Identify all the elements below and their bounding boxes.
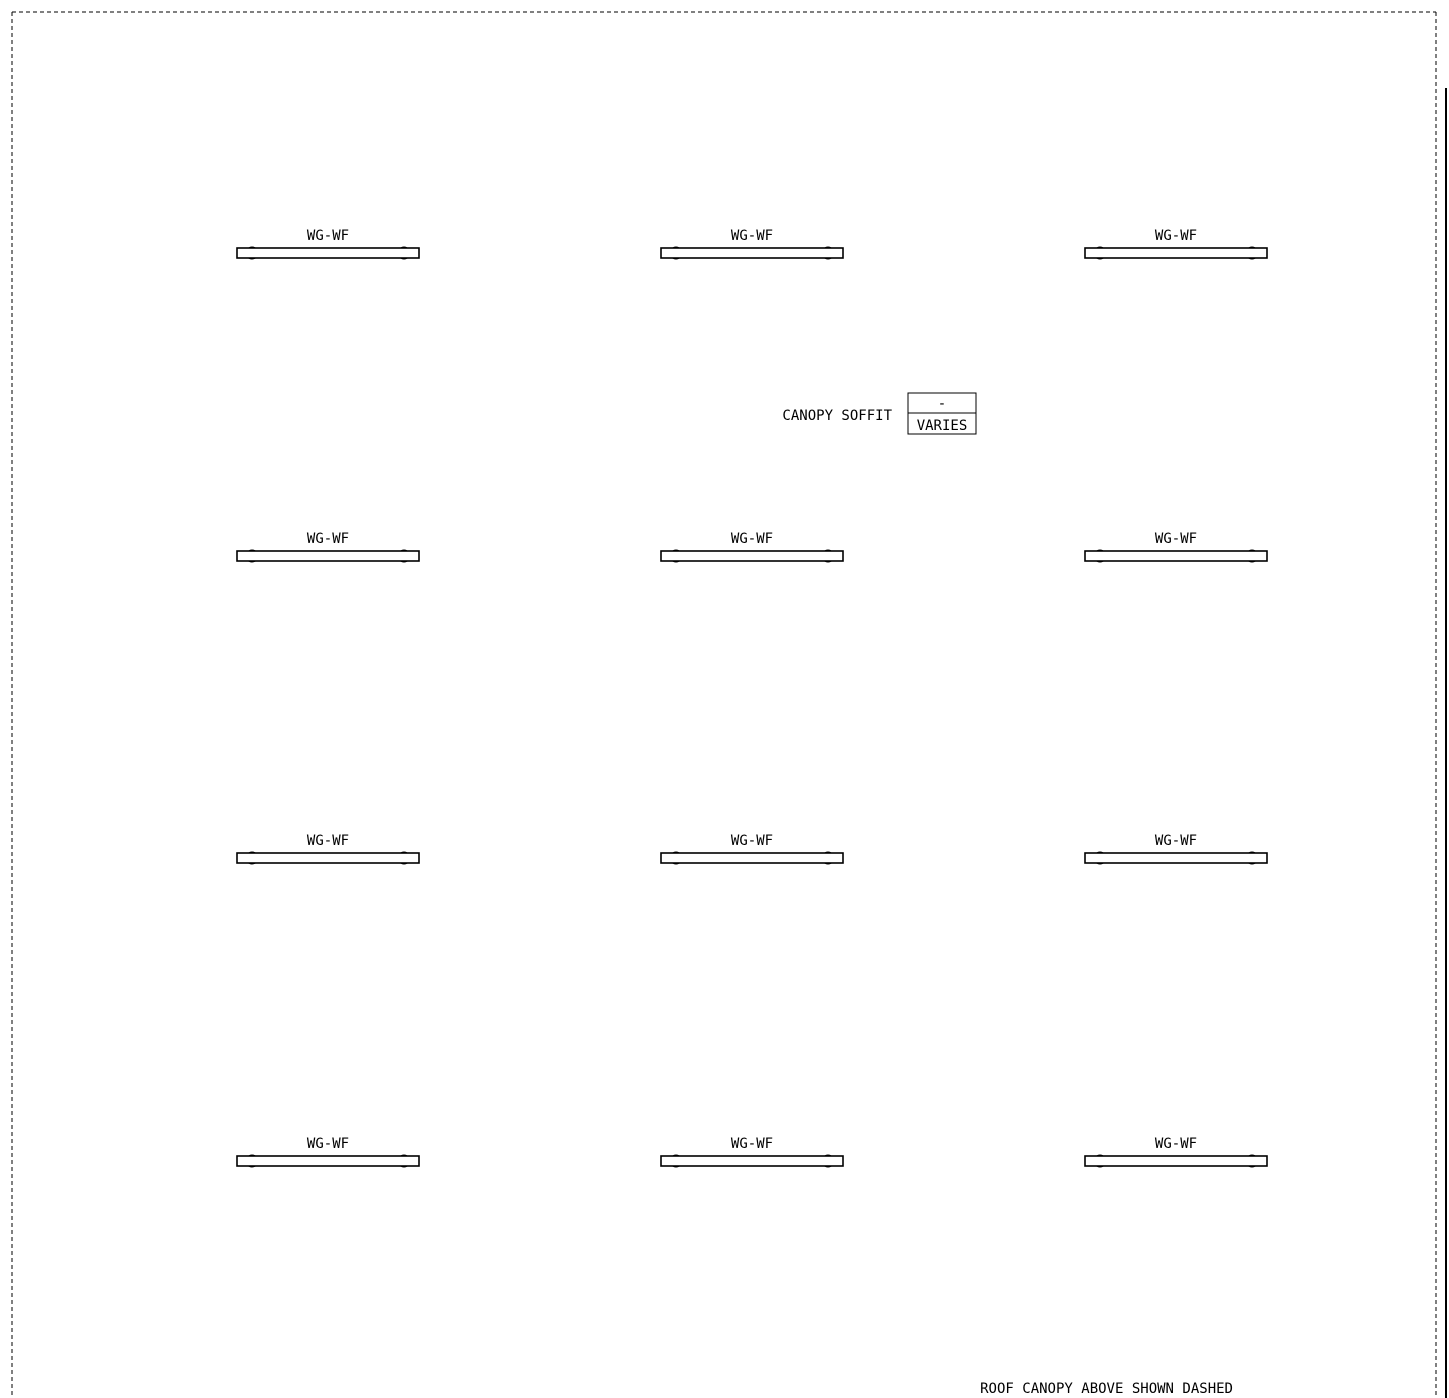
ceiling-tag-top-value: - [937,396,947,412]
wall-fixture [661,531,843,562]
wall-fixture [237,228,419,259]
wall-fixture [1085,531,1267,562]
fixture-tag: WG-WF [306,1136,350,1152]
fixture-tag: WG-WF [306,531,350,547]
wall-fixture [1085,228,1267,259]
wall-fixture [1085,833,1267,864]
fixture-body [1085,551,1267,561]
wall-fixture [237,531,419,562]
wall-fixture [661,833,843,864]
fixture-layout [237,228,1267,1167]
fixture-body [1085,248,1267,258]
ceiling-tag-label: CANOPY SOFFIT [782,408,892,424]
ceiling-tag-bottom-value: VARIES [916,418,968,434]
fixture-tag: WG-WF [730,228,774,244]
fixture-body [1085,1156,1267,1166]
wall-fixture [661,228,843,259]
fixture-tag: WG-WF [306,228,350,244]
fixture-tag: WG-WF [1154,833,1198,849]
fixture-tag: WG-WF [730,833,774,849]
roof-canopy-note: ROOF CANOPY ABOVE SHOWN DASHED [980,1381,1233,1397]
roof-canopy-outline [12,12,1436,1398]
fixture-body [661,1156,843,1166]
wall-fixture [237,1136,419,1167]
wall-fixture [661,1136,843,1167]
fixture-body [237,551,419,561]
fixture-body [661,551,843,561]
fixture-tag: WG-WF [1154,228,1198,244]
fixture-body [237,1156,419,1166]
fixture-tag: WG-WF [1154,1136,1198,1152]
ceiling-tag [782,393,976,434]
wall-fixture [237,833,419,864]
wall-fixture [1085,1136,1267,1167]
fixture-body [1085,853,1267,863]
fixture-body [661,853,843,863]
fixture-tag: WG-WF [1154,531,1198,547]
fixture-tag: WG-WF [730,1136,774,1152]
fixture-body [237,853,419,863]
fixture-body [237,248,419,258]
fixture-tag: WG-WF [730,531,774,547]
fixture-tag: WG-WF [306,833,350,849]
fixture-body [661,248,843,258]
